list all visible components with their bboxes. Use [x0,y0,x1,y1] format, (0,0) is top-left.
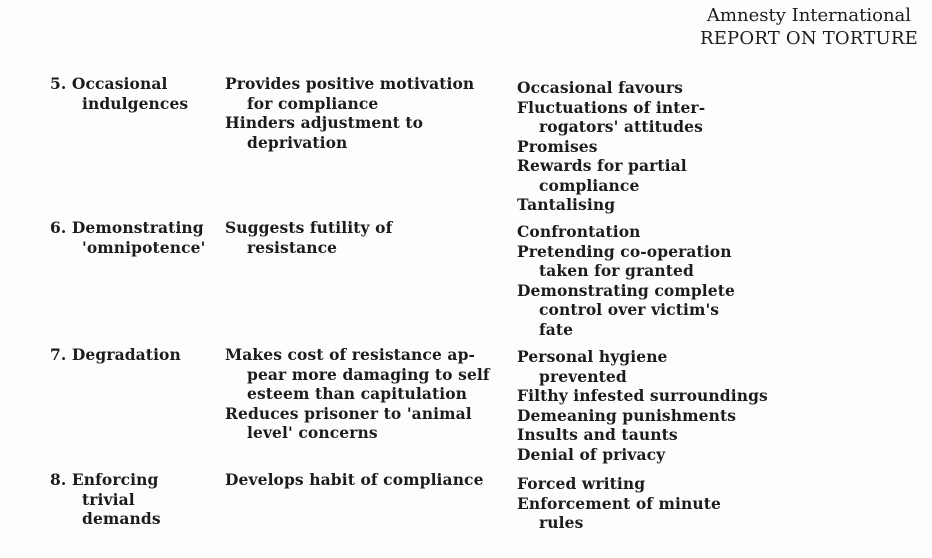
method-line: 7. Degradation [50,345,181,364]
effects-cell [225,470,495,490]
variant-line: fate [539,319,574,339]
method-line: 'omnipotence' [82,237,206,257]
variant-line: Pretending co-operation [517,241,732,261]
method-cell [50,74,225,113]
effect-line: for compliance [247,93,379,113]
method-line: indulgences [82,93,189,113]
effect-line: esteem than capitulation [247,384,468,403]
variant-line: Tantalising [517,195,616,214]
variant-line: Denial of privacy [517,444,666,464]
effects-cell [225,74,495,152]
effect-line: level' concerns [247,423,378,442]
method-cell [50,218,225,257]
effect-line: Develops habit of compliance [225,470,484,489]
variant-line: Confrontation [517,222,641,241]
method-line: 8. Enforcing [50,470,159,489]
variant-line: Fluctuations of inter- [517,97,706,117]
page-header [700,4,918,50]
variant-line: prevented [539,366,627,386]
variant-line: rules [539,513,584,532]
variants-cell [517,222,817,339]
effect-line: Provides positive motivation [225,74,475,93]
header-title: REPORT ON TORTURE [699,28,918,49]
variant-line: Demonstrating complete [517,280,735,300]
variant-line: Personal hygiene [517,347,668,366]
method-cell [50,345,225,365]
effect-line: Suggests futility of [225,218,393,237]
effect-line: Reduces prisoner to 'animal [225,403,472,423]
method-line: trivial [82,489,135,509]
variant-line: control over victim's [539,300,720,319]
effect-line: Makes cost of resistance ap- [225,345,476,364]
variant-line: Demeaning punishments [517,405,737,425]
variant-line: taken for granted [539,261,694,280]
variant-line: compliance [539,175,640,195]
variants-cell [517,78,817,215]
effect-line: deprivation [247,132,348,152]
variant-line: Filthy infested surroundings [517,386,768,405]
header-source: Amnesty International [706,5,912,26]
effect-line: pear more damaging to self [247,364,490,384]
variants-cell [517,474,817,533]
effects-cell [225,345,495,443]
variant-line: Occasional favours [517,78,683,97]
method-line: 6. Demonstrating [50,218,204,237]
variant-line: Forced writing [517,474,646,493]
variant-line: rogators' attitudes [539,117,703,136]
variant-line: Enforcement of minute [517,493,721,513]
variant-line: Rewards for partial [517,156,687,175]
variants-cell [517,347,817,464]
effects-cell [225,218,495,257]
method-line: 5. Occasional [50,74,168,93]
variant-line: Insults and taunts [517,425,678,444]
method-line: demands [82,509,161,528]
method-cell [50,470,225,529]
effect-line: Hinders adjustment to [225,113,424,132]
variant-line: Promises [517,136,598,156]
effect-line: resistance [247,237,338,257]
